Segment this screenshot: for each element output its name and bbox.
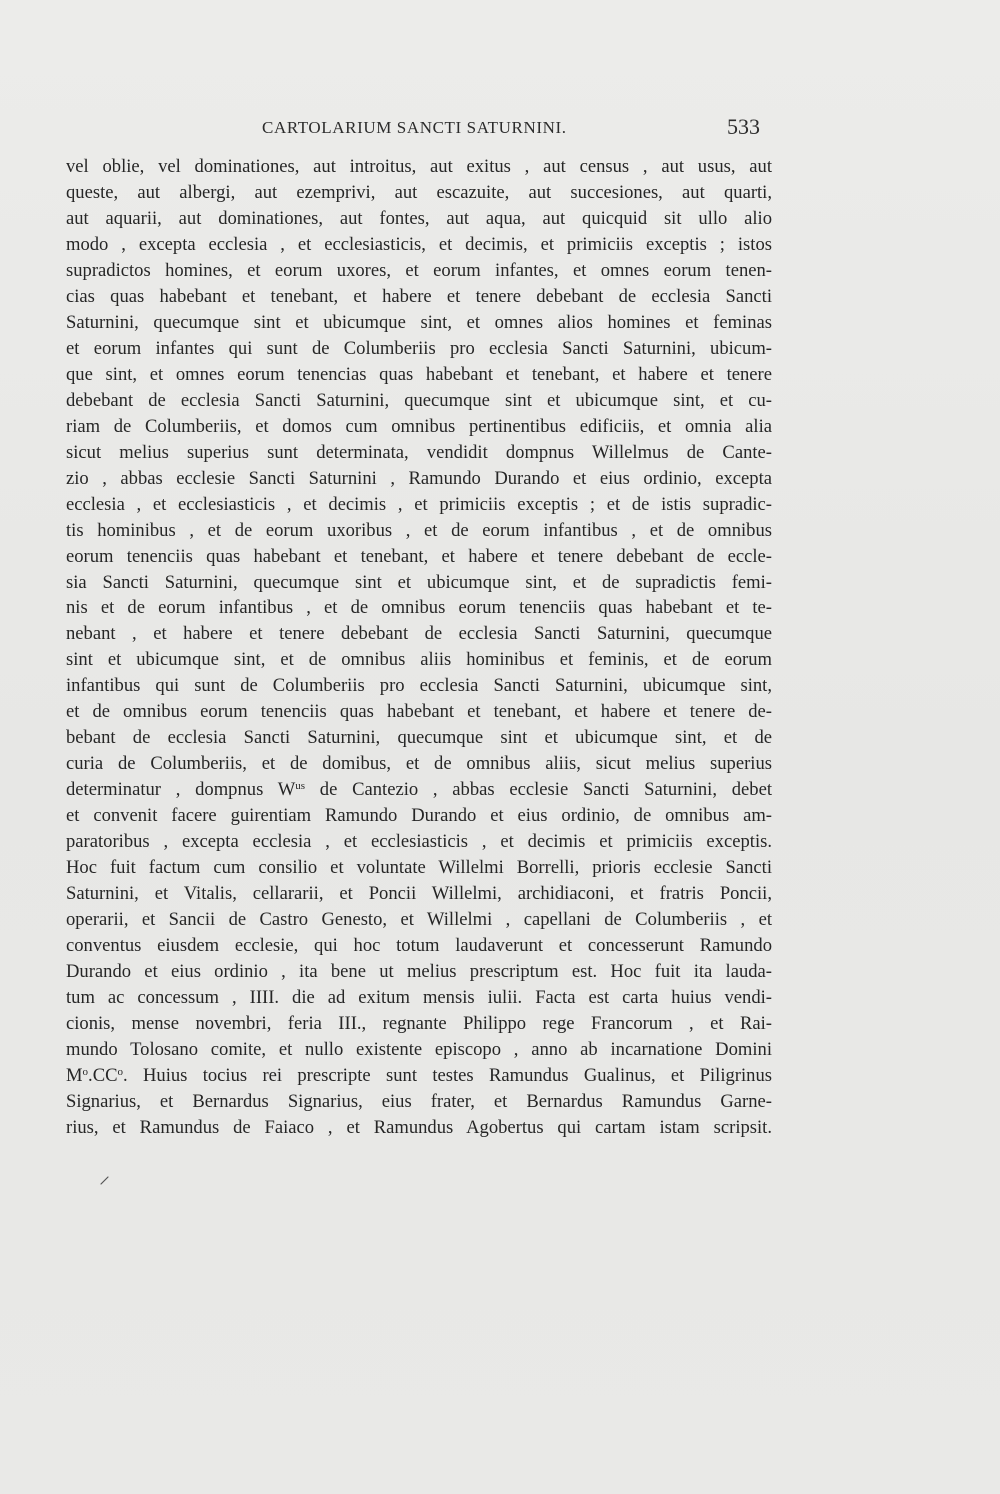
text-line: paratoribus , excepta ecclesia , et ecclesiasticis , et decimis et primiciis exceptis.: [66, 831, 772, 853]
text-line: conventus eiusdem ecclesie, qui hoc totum laudaverunt et concesserunt Ramundo: [66, 935, 772, 957]
text-line: Durando et eius ordinio , ita bene ut melius prescriptum est. Hoc fuit ita lauda-: [66, 961, 772, 983]
text-line: Hoc fuit factum cum consilio et voluntate Willelmi Borrelli, prioris ecclesie Sancti: [66, 857, 772, 879]
text-line: nebant , et habere et tenere debebant de ecclesia Sancti Saturnini, quecumque: [66, 623, 772, 645]
text-line: aut aquarii, aut dominationes, aut fontes, aut aqua, aut quicquid sit ullo alio: [66, 207, 772, 229]
text-line: et convenit facere guirentiam Ramundo Durando et eius ordinio, de omnibus am-: [66, 805, 772, 827]
text-line: que sint, et omnes eorum tenencias quas habebant et tenebant, et habere et tenere: [66, 363, 772, 385]
text-fragment: de Cantezio , abbas ecclesie Sancti Saturnini, debet: [305, 779, 772, 801]
text-line: eorum tenenciis quas habebant et tenebant, et habere et tenere debebant de eccle-: [66, 545, 772, 567]
charter-text: [66, 154, 772, 1141]
text-line: ecclesia , et ecclesiasticis , et decimis , et primiciis exceptis ; et de istis supradic-: [66, 493, 772, 515]
text-line: queste, aut albergi, aut ezemprivi, aut escazuite, aut succesiones, aut quarti,: [66, 181, 772, 203]
text-line: supradictos homines, et eorum uxores, et eorum infantes, et omnes eorum tenen-: [66, 259, 772, 281]
text-line: sia Sancti Saturnini, quecumque sint et ubicumque sint, et de supradictis femi-: [66, 571, 772, 593]
text-line: cias quas habebant et tenebant, et habere et tenere debebant de ecclesia Sancti: [66, 285, 772, 307]
text-line: zio , abbas ecclesie Sancti Saturnini , Ramundo Durando et eius ordinio, excepta: [66, 467, 772, 489]
superscript-abbreviation: us: [295, 780, 306, 793]
text-line: tis hominibus , et de eorum uxoribus , et de eorum infantibus , et de omnibus: [66, 519, 772, 541]
text-line: et eorum infantes qui sunt de Columberiis pro ecclesia Sancti Saturnini, ubicum-: [66, 337, 772, 359]
text-line-date: [66, 1063, 772, 1089]
superscript-abbreviation: o: [117, 1065, 123, 1078]
text-line: et de omnibus eorum tenenciis quas habebant et tenebant, et habere et tenere de-: [66, 701, 772, 723]
text-line: nis et de eorum infantibus , et de omnibus eorum tenenciis quas habebant et te-: [66, 597, 772, 619]
text-line: debebant de ecclesia Sancti Saturnini, quecumque sint et ubicumque sint, et cu-: [66, 389, 772, 411]
text-line: Saturnini, et Vitalis, cellararii, et Poncii Willelmi, archidiaconi, et fratris Poncii,: [66, 883, 772, 905]
text-line: Saturnini, quecumque sint et ubicumque sint, et omnes alios homines et feminas: [66, 311, 772, 333]
text-fragment: .CC: [88, 1064, 118, 1086]
text-line: bebant de ecclesia Sancti Saturnini, quecumque sint et ubicumque sint, et de: [66, 727, 772, 749]
text-line: tum ac concessum , IIII. die ad exitum mensis iulii. Facta est carta huius vendi-: [66, 987, 772, 1008]
text-line: sicut melius superius sunt determinata, vendidit dompnus Willelmus de Cante-: [66, 441, 772, 463]
superscript-abbreviation: o: [82, 1065, 89, 1078]
text-line: infantibus qui sunt de Columberiis pro ecclesia Sancti Saturnini, ubicumque sint,: [66, 675, 772, 697]
text-line: modo , excepta ecclesia , et ecclesiasticis, et decimis, et primiciis exceptis ; istos: [66, 233, 772, 255]
text-fragment: . Huius tocius rei prescripte sunt testes Ramundus Gualinus, et Piligrinus: [123, 1064, 772, 1086]
text-line: cionis, mense novembri, feria III., regnante Philippo rege Francorum , et Rai-: [66, 1012, 772, 1034]
text-fragment: determinatur , dompnus W: [66, 779, 296, 801]
ink-mark: [100, 1175, 110, 1185]
page-number: 533: [727, 114, 760, 139]
text-line: vel oblie, vel dominationes, aut introitus, aut exitus , aut census , aut usus, aut: [66, 156, 772, 177]
text-line: operarii, et Sancii de Castro Genesto, et Willelmi , capellani de Columberiis , et: [66, 909, 772, 931]
text-fragment: M: [66, 1064, 83, 1086]
text-line: curia de Columberiis, et de domibus, et de omnibus aliis, sicut melius superius: [66, 753, 772, 775]
text-line-abbot-name: [66, 777, 772, 803]
text-line: sint et ubicumque sint, et de omnibus aliis hominibus et feminis, et de eorum: [66, 649, 772, 671]
text-line: Signarius, et Bernardus Signarius, eius frater, et Bernardus Ramundus Garne-: [66, 1090, 772, 1112]
running-title: CARTOLARIUM SANCTI SATURNINI.: [262, 118, 567, 137]
text-line: rius, et Ramundus de Faiaco , et Ramundus Agobertus qui cartam istam scripsit.: [66, 1116, 772, 1138]
text-line: mundo Tolosano comite, et nullo existente episcopo , anno ab incarnatione Domini: [66, 1038, 772, 1060]
text-line: riam de Columberiis, et domos cum omnibus pertinentibus edificiis, et omnia alia: [66, 415, 772, 437]
